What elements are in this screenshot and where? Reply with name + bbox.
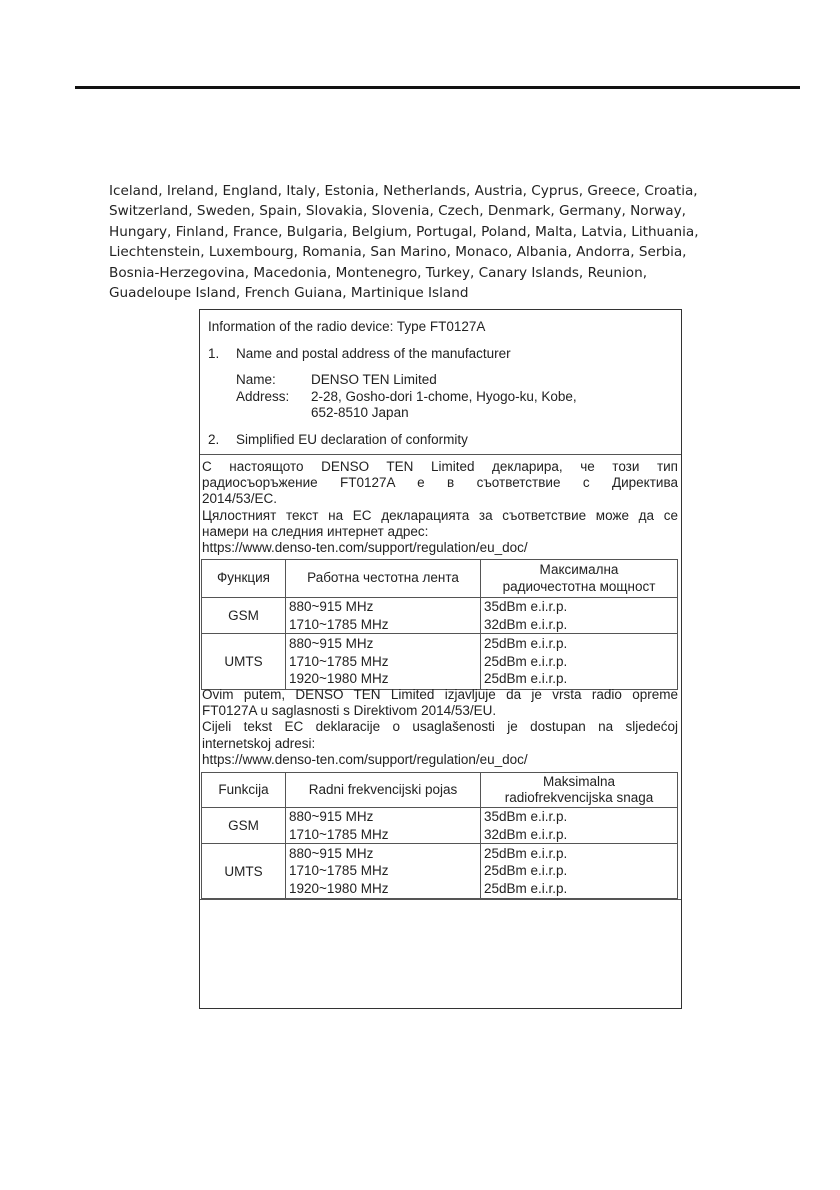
declaration-line: Cijeli tekst EC deklaracije o usaglašenosti je dostupan na sljedećoj	[202, 719, 678, 735]
column-header: Maksimalna radiofrekvencijska snaga	[481, 773, 678, 808]
declaration-line: С настоящото DENSO TEN Limited декларира, че този тип	[202, 459, 678, 474]
function-cell: GSM	[202, 598, 286, 634]
table-header-row	[202, 773, 678, 808]
declaration-line: Цялостният текст на ЕС декларацията за съответствие може да се	[202, 507, 678, 523]
declaration-line: 2014/53/EC.	[202, 491, 278, 507]
section-divider	[200, 899, 681, 900]
croatian-frequency-table	[201, 772, 678, 899]
country-line: Bosnia-Herzegovina, Macedonia, Montenegro, Turkey, Canary Islands, Reunion,	[109, 264, 648, 281]
band-cell: 880~915 MHz 1710~1785 MHz 1920~1980 MHz	[286, 844, 481, 899]
function-cell: UMTS	[202, 844, 286, 899]
table-row	[202, 634, 678, 690]
item-text: Name and postal address of the manufacturer	[236, 346, 511, 361]
band-cell: 880~915 MHz 1710~1785 MHz 1920~1980 MHz	[286, 634, 481, 690]
name-label: Name:	[236, 372, 276, 387]
name-value: DENSO TEN Limited	[311, 372, 437, 387]
declaration-line: FT0127A u saglasnosti s Direktivom 2014/53/EU.	[202, 703, 497, 719]
power-cell: 35dBm e.i.r.p. 32dBm e.i.r.p.	[481, 808, 678, 844]
declaration-line: Ovim putem, DENSO TEN Limited izjavljuje da je vrsta radio opreme	[202, 687, 678, 702]
section-divider	[200, 454, 681, 455]
country-line: Hungary, Finland, France, Bulgaria, Belgium, Portugal, Poland, Malta, Latvia, Lithuania,	[109, 223, 699, 240]
item-text: Simplified EU declaration of conformity	[236, 432, 468, 447]
bulgarian-declaration	[202, 459, 678, 556]
address-label: Address:	[236, 389, 290, 404]
declaration-line: намери на следния интернет адрес:	[202, 523, 429, 539]
table-row	[202, 844, 678, 899]
declaration-line: internetskoj adresi:	[202, 735, 316, 751]
column-header: Radni frekvencijski pojas	[286, 773, 481, 808]
function-cell: GSM	[202, 808, 286, 844]
power-cell: 25dBm e.i.r.p. 25dBm e.i.r.p. 25dBm e.i.r.p.	[481, 844, 678, 899]
item-number: 1.	[208, 346, 220, 361]
address-line-1: 2-28, Gosho-dori 1-chome, Hyogo-ku, Kobe,	[311, 389, 577, 404]
power-cell: 35dBm e.i.r.p. 32dBm e.i.r.p.	[481, 598, 678, 634]
item-number: 2.	[208, 432, 220, 447]
band-cell: 880~915 MHz 1710~1785 MHz	[286, 598, 481, 634]
country-line: Guadeloupe Island, French Guiana, Martinique Island	[109, 285, 469, 302]
column-header: Funkcija	[202, 773, 286, 808]
country-list	[109, 181, 789, 303]
column-header: Функция	[202, 560, 286, 598]
function-cell: UMTS	[202, 634, 286, 690]
address-line-2: 652-8510 Japan	[311, 405, 409, 420]
country-line: Iceland, Ireland, England, Italy, Estonia, Netherlands, Austria, Cyprus, Greece, Croatia,	[109, 183, 698, 199]
bulgarian-frequency-table	[201, 559, 678, 690]
radio-device-info-box	[199, 309, 682, 1009]
croatian-declaration	[202, 687, 678, 768]
table-row	[202, 808, 678, 844]
table-row	[202, 598, 678, 634]
declaration-line: радиосъоръжение FT0127A е в съответствие с Директива	[202, 475, 678, 491]
declaration-url: https://www.denso-ten.com/support/regulation/eu_doc/	[202, 540, 528, 556]
band-cell: 880~915 MHz 1710~1785 MHz	[286, 808, 481, 844]
declaration-url: https://www.denso-ten.com/support/regulation/eu_doc/	[202, 751, 528, 767]
device-info-title: Information of the radio device: Type FT0127A	[208, 319, 486, 334]
column-header: Работна честотна лента	[286, 560, 481, 598]
header-rule	[75, 86, 800, 89]
column-header: Максимална радиочестотна мощност	[481, 560, 678, 598]
country-line: Switzerland, Sweden, Spain, Slovakia, Slovenia, Czech, Denmark, Germany, Norway,	[109, 203, 686, 220]
table-header-row	[202, 560, 678, 598]
country-line: Liechtenstein, Luxembourg, Romania, San Marino, Monaco, Albania, Andorra, Serbia,	[109, 244, 687, 261]
power-cell: 25dBm e.i.r.p. 25dBm e.i.r.p. 25dBm e.i.r.p.	[481, 634, 678, 690]
